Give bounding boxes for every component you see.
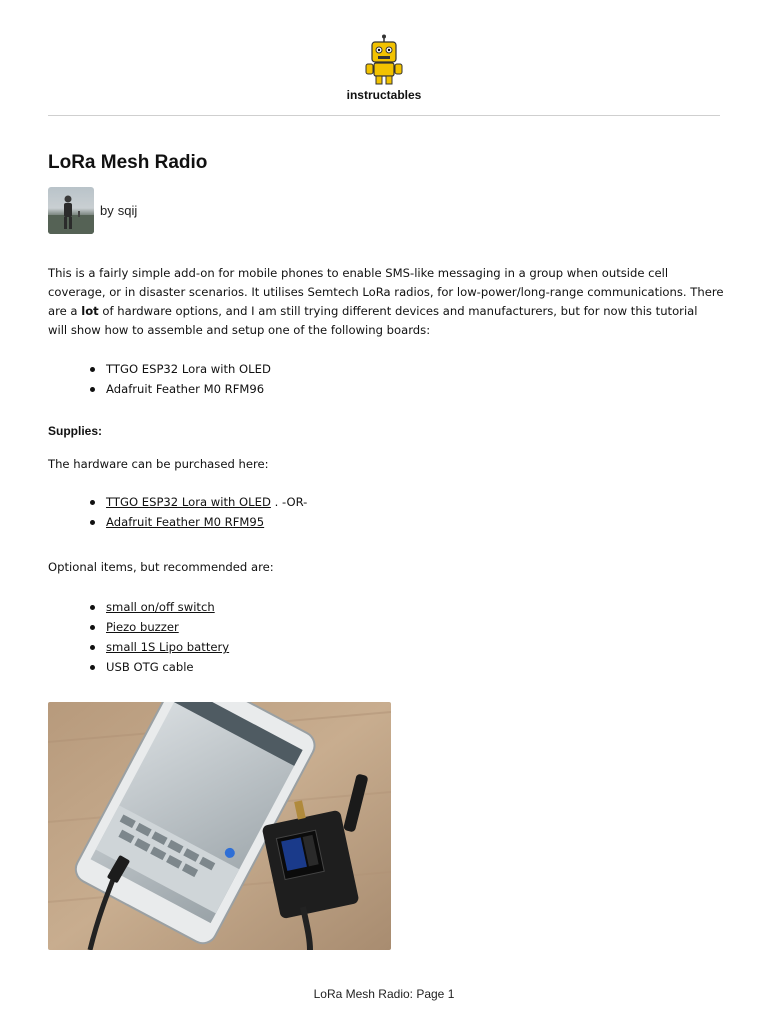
- intro-line: [48, 302, 728, 321]
- optional-text: Optional items, but recommended are:: [48, 560, 274, 574]
- phone-and-radio-photo-icon: [48, 702, 391, 950]
- list-item: TTGO ESP32 Lora with OLED: [90, 359, 271, 379]
- author-byline: [100, 203, 141, 218]
- intro-text: of hardware options, and I am still trying different devices and manufacturers, but for now this tutorial: [98, 304, 698, 318]
- list-item: [90, 657, 229, 677]
- optional-item-link[interactable]: Piezo buzzer: [106, 620, 179, 634]
- purchase-links-list: [90, 492, 307, 532]
- author-name[interactable]: sqij: [117, 203, 138, 218]
- list-item: [90, 617, 229, 637]
- page-title: LoRa Mesh Radio: [48, 152, 208, 173]
- intro-bold-text: lot: [81, 304, 99, 318]
- header-divider: [48, 115, 720, 116]
- list-item-suffix: . -OR-: [270, 495, 308, 509]
- optional-item-link[interactable]: small on/off switch: [106, 600, 215, 614]
- list-item: Adafruit Feather M0 RFM96: [90, 379, 271, 399]
- list-item: [90, 597, 229, 617]
- avatar[interactable]: [48, 187, 94, 234]
- intro-line: This is a fairly simple add-on for mobile phones to enable SMS-like messaging in a group when outside cell: [48, 266, 669, 280]
- intro-paragraph: [48, 264, 728, 340]
- list-item: [90, 637, 229, 657]
- list-item: [90, 492, 307, 512]
- page-footer: LoRa Mesh Radio: Page 1: [313, 987, 455, 1001]
- boards-list: [90, 359, 271, 399]
- device-photo: [48, 702, 391, 950]
- intro-line: coverage, or in disaster scenarios. It utilises Semtech LoRa radios, for low-power/long-range communications. There: [48, 285, 724, 299]
- instructables-robot-logo-icon: [362, 34, 406, 86]
- intro-line: will show how to assemble and setup one of the following boards:: [48, 323, 431, 337]
- optional-item-link[interactable]: small 1S Lipo battery: [106, 640, 230, 654]
- purchase-link[interactable]: TTGO ESP32 Lora with OLED: [106, 495, 271, 509]
- supplies-heading: Supplies:: [48, 424, 103, 438]
- purchase-link[interactable]: Adafruit Feather M0 RFM95: [106, 515, 265, 529]
- author-photo-icon: [48, 187, 94, 234]
- optional-items-list: [90, 597, 229, 677]
- purchase-text: The hardware can be purchased here:: [48, 457, 269, 471]
- list-item: [90, 512, 307, 532]
- optional-item-label: USB OTG cable: [106, 660, 194, 674]
- author-prefix: by: [100, 203, 114, 218]
- brand-name[interactable]: instructables: [346, 88, 422, 102]
- page-header: [0, 0, 768, 116]
- intro-text: are a: [48, 304, 82, 318]
